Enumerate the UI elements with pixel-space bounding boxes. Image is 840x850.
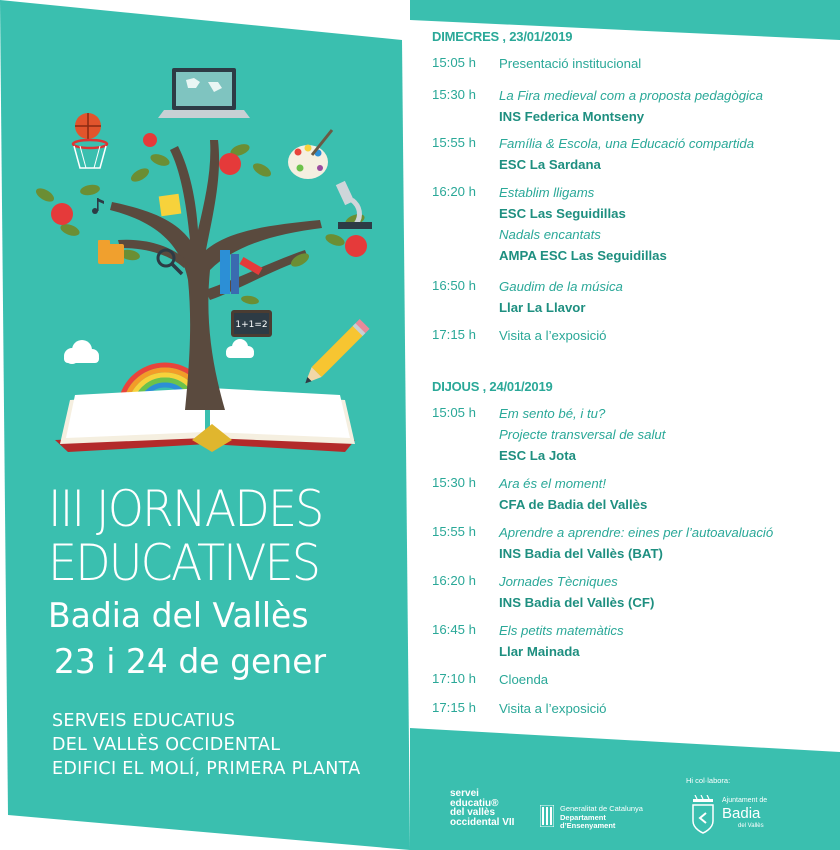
schedule-activity: Jornades Tècniques: [499, 574, 618, 589]
pencil-icon: [300, 319, 369, 388]
schedule-time: 17:15 h: [432, 327, 476, 342]
schedule-presenter: ESC La Jota: [499, 448, 576, 463]
schedule-activity: Família & Escola, una Educació compartida: [499, 136, 755, 151]
schedule-activity: Cloenda: [499, 672, 549, 687]
schedule-activity: Visita a l’exposició: [499, 701, 607, 716]
poster-title-block: [48, 482, 398, 682]
schedule-activity: Projecte transversal de salut: [499, 427, 666, 442]
sev-line1: servei: [450, 788, 479, 799]
chalkboard-text: 1+1=2: [235, 320, 268, 330]
schedule-details: [499, 278, 839, 320]
badia-logo: [690, 791, 780, 841]
schedule-time: 16:50 h: [432, 278, 476, 293]
schedule-presenter: ESC Las Seguidillas: [499, 206, 626, 221]
schedule-details: [499, 475, 839, 517]
schedule-activity: Ara és el moment!: [499, 476, 607, 491]
schedule-details: [499, 524, 839, 566]
schedule-time: 15:05 h: [432, 55, 476, 70]
schedule-time: 15:30 h: [432, 475, 476, 490]
schedule-details: [499, 55, 839, 76]
schedule-details: [499, 405, 839, 468]
schedule-activity: Em sento bé, i tu?: [499, 406, 606, 421]
tree-book-illustration: [0, 0, 410, 470]
badia-crest-icon: [690, 795, 716, 839]
schedule-presenter: ESC La Sardana: [499, 157, 601, 172]
organizer-block: [52, 709, 361, 781]
schedule-presenter: INS Badia del Vallès (CF): [499, 595, 655, 610]
schedule-activity: Establim lligams: [499, 185, 595, 200]
laptop-icon: [158, 68, 250, 118]
schedule-time: 16:45 h: [432, 622, 476, 637]
schedule-details: [499, 671, 839, 692]
basketball-hoop-icon: [73, 113, 107, 168]
poster-location: Badia del Vallès: [48, 596, 309, 636]
schedule-time: 17:10 h: [432, 671, 476, 686]
sev-line2: educatiu®: [450, 797, 499, 809]
schedule-presenter: AMPA ESC Las Seguidillas: [499, 248, 667, 263]
schedule-activity: Presentació institucional: [499, 56, 642, 71]
footer-logos: [410, 765, 840, 850]
servei-educatiu-logo: [450, 789, 514, 827]
schedule-panel: [410, 0, 840, 850]
schedule-details: [499, 184, 839, 268]
schedule-time: 15:30 h: [432, 87, 476, 102]
poster-cover: [0, 0, 410, 850]
cloud-icon: [64, 340, 99, 364]
gen-line2: Departament: [560, 812, 606, 822]
schedule-time: 15:55 h: [432, 135, 476, 150]
books-icon: [220, 250, 263, 294]
poster-title-line1: III JORNADES: [48, 480, 323, 538]
org-line1: SERVEIS EDUCATIUS: [52, 711, 236, 731]
schedule-presenter: Llar Mainada: [499, 644, 580, 659]
schedule-presenter: INS Badia del Vallès (BAT): [499, 546, 663, 561]
org-line2: DEL VALLÈS OCCIDENTAL: [52, 735, 281, 755]
schedule-details: [499, 573, 839, 615]
gen-line1: Generalitat de Catalunya: [560, 804, 643, 813]
schedule-time: 16:20 h: [432, 573, 476, 588]
music-note-icon: [92, 198, 104, 214]
org-line3: EDIFICI EL MOLÍ, PRIMERA PLANTA: [52, 759, 361, 779]
schedule-details: [499, 622, 839, 664]
badia-sub: del Vallès: [738, 823, 764, 829]
schedule-presenter: CFA de Badia del Vallès: [499, 497, 648, 512]
sev-line4: occidental VII: [450, 816, 515, 828]
schedule-time: 15:55 h: [432, 524, 476, 539]
schedule-activity: La Fira medieval com a proposta pedagògica: [499, 88, 763, 103]
generalitat-stripes-icon: [540, 805, 554, 827]
day1-header: DIMECRES , 23/01/2019: [432, 29, 573, 44]
schedule-details: [499, 327, 839, 348]
schedule-activity: Gaudim de la música: [499, 279, 623, 294]
poster-title-line2: EDUCATIVES: [48, 534, 320, 592]
badia-name: Badia: [722, 805, 761, 822]
collaborator-label: Hi col·labora:: [686, 776, 731, 785]
gen-line3: d’Ensenyament: [560, 821, 616, 830]
schedule-activity: Els petits matemàtics: [499, 623, 624, 638]
schedule-time: 15:05 h: [432, 405, 476, 420]
cloud-icon: [226, 339, 254, 358]
ajuntament-label: Ajuntament de: [722, 797, 768, 804]
sticky-note-icon: [159, 194, 182, 217]
schedule-activity: Nadals encantats: [499, 227, 601, 242]
schedule-details: [499, 135, 839, 177]
chalkboard-icon: [231, 310, 272, 337]
schedule-details: [499, 87, 839, 129]
schedule-presenter: INS Federica Montseny: [499, 109, 645, 124]
paint-palette-icon: [288, 130, 332, 179]
schedule-presenter: Llar La Llavor: [499, 300, 586, 315]
sev-line3: del vallès: [450, 807, 496, 818]
day2-header: DIJOUS , 24/01/2019: [432, 379, 553, 394]
schedule-time: 16:20 h: [432, 184, 476, 199]
schedule-activity: Aprendre a aprendre: eines per l’autoavaluació: [499, 525, 774, 540]
schedule-activity: Visita a l’exposició: [499, 328, 607, 343]
poster-dates: 23 i 24 de gener: [53, 642, 327, 682]
schedule-time: 17:15 h: [432, 700, 476, 715]
schedule-details: [499, 700, 839, 721]
